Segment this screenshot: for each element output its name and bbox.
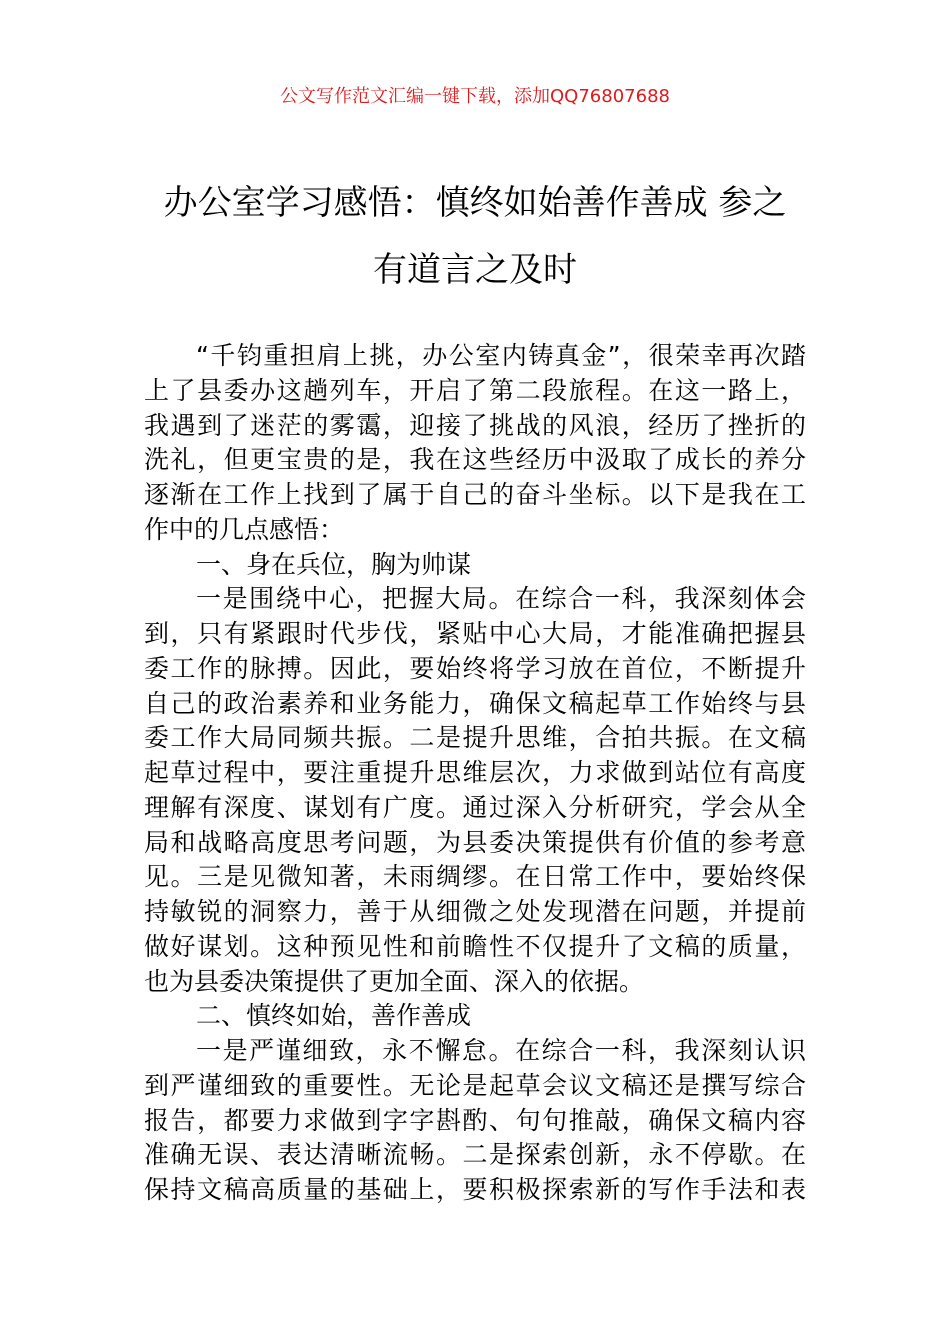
document-title-line-1: 办公室学习感悟：慎终如始善作善成 参之 [163,183,787,223]
document-title-line-2: 有道言之及时 [373,250,577,290]
section-heading: 一、身在兵位，胸为帅谋 [196,549,472,579]
paragraph-line: 到严谨细致的重要性。无论是起草会议文稿还是撰写综合 [144,1070,806,1100]
paragraph-line: 也为县委决策提供了更加全面、深入的依据。 [144,966,645,996]
paragraph-line: 做好谋划。这种预见性和前瞻性不仅提升了文稿的质量， [144,931,806,961]
paragraph-line: 一是严谨细致，永不懈怠。在综合一科，我深刻认识 [196,1036,806,1065]
paragraph-line: 保持文稿高质量的基础上，要积极探索新的写作手法和表 [144,1175,806,1204]
paragraph-line: “千钧重担肩上挑，办公室内铸真金”，很荣幸再次踏 [196,341,806,370]
paragraph-line: 委工作的脉搏。因此，要始终将学习放在首位，不断提升 [144,653,806,683]
paragraph-line: 洗礼，但更宝贵的是，我在这些经历中汲取了成长的养分 [144,445,806,475]
paragraph-line: 上了县委办这趟列车，开启了第二段旅程。在这一路上， [144,375,806,405]
paragraph-line: 委工作大局同频共振。二是提升思维，合拍共振。在文稿 [144,723,806,753]
paragraph-line: 理解有深度、谋划有广度。通过深入分析研究，学会从全 [144,792,806,822]
paragraph-line: 准确无误、表达清晰流畅。二是探索创新，永不停歇。在 [144,1140,806,1170]
paragraph-line: 见。三是见微知著，未雨绸缪。在日常工作中，要始终保 [144,862,806,892]
paragraph-line: 一是围绕中心，把握大局。在综合一科，我深刻体会 [196,584,806,614]
section-heading: 二、慎终如始，善作善成 [196,1001,472,1031]
paragraph-line: 局和战略高度思考问题，为县委决策提供有价值的参考意 [144,827,806,857]
paragraph-line: 起草过程中，要注重提升思维层次，力求做到站位有高度 [144,758,806,787]
paragraph-line: 持敏锐的洞察力，善于从细微之处发现潜在问题，并提前 [144,897,806,926]
paragraph-line: 报告，都要力求做到字字斟酌、句句推敲，确保文稿内容 [144,1105,806,1135]
paragraph-line: 到，只有紧跟时代步伐，紧贴中心大局，才能准确把握县 [144,619,806,648]
document-body [144,339,806,1208]
paragraph-line: 我遇到了迷茫的雾霭，迎接了挑战的风浪，经历了挫折的 [144,410,806,440]
promo-banner: 公文写作范文汇编一键下载，添加QQ76807688 [280,86,670,107]
paragraph-line: 作中的几点感悟： [144,514,345,544]
paragraph-line: 逐渐在工作上找到了属于自己的奋斗坐标。以下是我在工 [144,480,806,509]
paragraph-line: 自己的政治素养和业务能力，确保文稿起草工作始终与县 [144,688,806,718]
